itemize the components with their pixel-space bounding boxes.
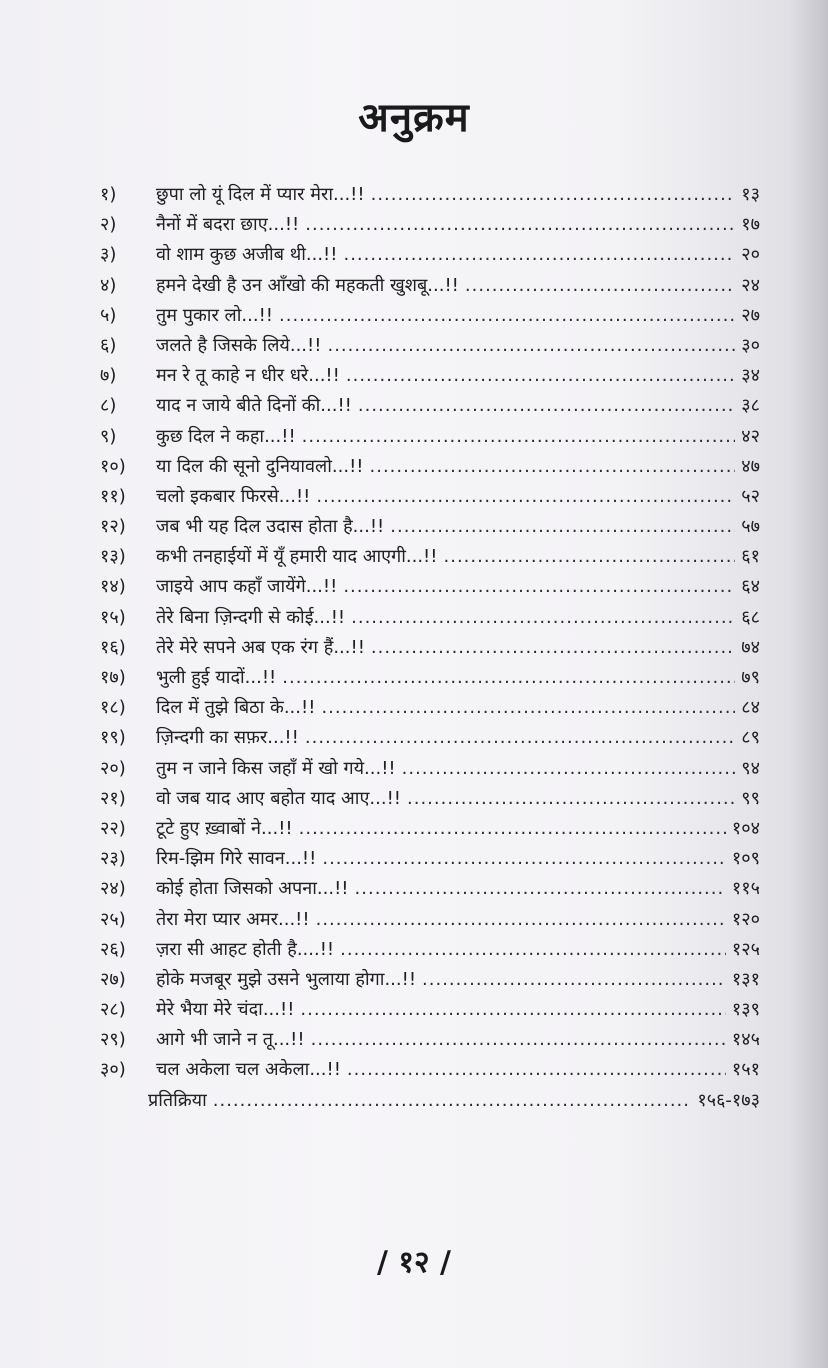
toc-entry-number: २०) <box>100 757 126 779</box>
toc-entry-number: २५) <box>100 908 126 930</box>
toc-entry-title: कुछ दिल ने कहा...!! <box>156 425 296 447</box>
page-edge-shadow <box>788 0 828 1368</box>
toc-entry-number: २) <box>100 214 117 236</box>
dot-leader <box>346 361 735 391</box>
toc-entry <box>100 482 760 512</box>
toc-entry-page: ४२ <box>741 425 760 447</box>
toc-entry <box>100 603 760 633</box>
toc-entry-page: ९४ <box>741 757 760 779</box>
dot-leader <box>351 603 735 633</box>
toc-entry-title: ज़िन्दगी का सफ़र...!! <box>156 727 299 749</box>
toc-entry-number: ४) <box>100 274 117 296</box>
toc-entry <box>100 965 760 995</box>
toc-entry <box>100 271 760 301</box>
toc-entry <box>100 301 760 331</box>
toc-entry-title: वो शाम कुछ अजीब थी...!! <box>156 244 338 266</box>
toc-entry-number: २६) <box>100 938 126 960</box>
toc-entry-page: ५२ <box>741 485 760 507</box>
dot-leader <box>371 180 736 210</box>
toc-entry-number: १५) <box>100 606 126 628</box>
toc-entry-page: २० <box>741 244 760 266</box>
dot-leader <box>322 844 726 874</box>
dot-leader <box>340 935 726 965</box>
toc-entry <box>100 1025 760 1055</box>
toc-entry-number: २१) <box>100 787 126 809</box>
toc-entry <box>100 935 760 965</box>
toc-entry-title: तेरे बिना ज़िन्दगी से कोई...!! <box>156 606 346 628</box>
toc-entry-title: मेरे भैया मेरे चंदा...!! <box>156 999 295 1021</box>
toc-entry-number: ८) <box>100 395 117 417</box>
toc-entry-number: ५) <box>100 304 117 326</box>
toc-entry <box>100 391 760 421</box>
dot-leader <box>370 452 736 482</box>
toc-entry-page: २४ <box>741 274 760 296</box>
toc-entry-page: ७४ <box>741 636 760 658</box>
toc-entry-page: १५१ <box>731 1059 760 1081</box>
toc-entry-title: हमने देखी है उन आँखो की महकती खुशबू...!! <box>156 274 459 296</box>
toc-entry-page: १४५ <box>731 1029 760 1051</box>
dot-leader <box>213 1086 692 1116</box>
toc-entry-number: १९) <box>100 727 126 749</box>
toc-entry <box>100 210 760 240</box>
toc-entry-title: तुम न जाने किस जहाँ में खो गये...!! <box>156 757 396 779</box>
dot-leader <box>444 542 736 572</box>
toc-entry-page: १५६-१७३ <box>697 1089 760 1111</box>
toc-entry <box>100 844 760 874</box>
toc-entry <box>100 361 760 391</box>
toc-entry-title: प्रतिक्रिया <box>148 1089 207 1111</box>
toc-entry-title: तेरा मेरा प्यार अमर...!! <box>156 908 310 930</box>
toc-entry-title: होके मजबूर मुझे उसने भुलाया होगा...!! <box>156 968 417 990</box>
toc-entry-title: जाइये आप कहाँ जायेंगे...!! <box>156 576 338 598</box>
toc-entry <box>100 633 760 663</box>
toc-entry-page: ८९ <box>741 727 760 749</box>
toc-entry-title: जब भी यह दिल उदास होता है...!! <box>156 516 385 538</box>
toc-entry-number: १२) <box>100 516 126 538</box>
dot-leader <box>282 663 735 693</box>
toc-entry-number: १४) <box>100 576 126 598</box>
toc-entry-title: वो जब याद आए बहोत याद आए...!! <box>156 787 402 809</box>
page-title: अनुक्रम <box>358 94 470 141</box>
toc-entry-title: रिम-झिम गिरे सावन...!! <box>156 848 317 870</box>
toc-entry <box>100 874 760 904</box>
toc-entry-page: ७९ <box>741 667 760 688</box>
toc-entry-title: चल अकेला चल अकेला...!! <box>156 1059 341 1081</box>
toc-entry <box>100 542 760 572</box>
dot-leader <box>302 422 736 452</box>
toc-entry-page: ११५ <box>731 878 760 900</box>
toc-entry-number: ७) <box>100 365 117 387</box>
toc-entry-page: १०९ <box>731 848 760 870</box>
toc-entry-page: १३९ <box>731 999 760 1021</box>
toc-entry-number: १०) <box>100 455 126 477</box>
toc-entry <box>100 723 760 753</box>
dot-leader <box>311 1025 726 1055</box>
dot-leader <box>305 210 735 240</box>
toc-entry <box>100 180 760 210</box>
toc-entry <box>100 240 760 270</box>
toc-entry-number: १३) <box>100 546 126 568</box>
toc-entry <box>100 331 760 361</box>
toc-entry-title: चलो इकबार फिरसे...!! <box>156 485 311 507</box>
toc-entry-page: १७ <box>741 214 760 236</box>
toc-entry-title: याद न जाये बीते दिनों की...!! <box>156 395 352 417</box>
toc-entry-page: १३१ <box>731 968 760 990</box>
toc-entry-page: ३० <box>741 334 760 356</box>
toc-entry-title: या दिल की सूनो दुनियावलो...!! <box>156 455 364 477</box>
toc-entry-number: ३) <box>100 244 117 266</box>
toc-entry-number: ९) <box>100 425 117 447</box>
toc-entry-page: १३ <box>741 184 760 205</box>
toc-entry-title: छुपा लो यूं दिल में प्यार मेरा...!! <box>156 184 365 205</box>
dot-leader <box>355 874 726 904</box>
toc-entry-number: २४) <box>100 878 126 900</box>
toc-entry <box>100 422 760 452</box>
toc-entry-title: आगे भी जाने न तू...!! <box>156 1029 305 1051</box>
table-of-contents <box>100 180 760 1116</box>
dot-leader <box>316 482 735 512</box>
toc-entry-page: १०४ <box>731 817 760 839</box>
toc-entry-page: २७ <box>741 304 760 326</box>
toc-entry-title: नैनों में बदरा छाए...!! <box>156 214 300 236</box>
toc-entry <box>100 512 760 542</box>
toc-entry-number: १७) <box>100 667 126 688</box>
toc-entry-title: कोई होता जिसको अपना...!! <box>156 878 349 900</box>
toc-entry-page: १२० <box>731 908 760 930</box>
toc-entry-page: ३४ <box>741 365 760 387</box>
toc-entry-title: ज़रा सी आहट होती है....!! <box>156 938 335 960</box>
toc-entry-number: २३) <box>100 848 126 870</box>
toc-entry-title: भुली हुई यादों...!! <box>156 667 277 688</box>
toc-entry <box>100 905 760 935</box>
toc-entry <box>100 452 760 482</box>
toc-entry-title: टूटे हुए ख़्वाबों ने...!! <box>156 817 293 839</box>
dot-leader <box>422 965 726 995</box>
dot-leader <box>305 723 735 753</box>
toc-entry-page: ३८ <box>741 395 760 417</box>
toc-entry-page: ५७ <box>741 516 760 538</box>
dot-leader <box>343 572 735 602</box>
toc-entry-feedback <box>100 1086 760 1116</box>
toc-entry-title: तेरे मेरे सपने अब एक रंग हैं...!! <box>156 636 365 658</box>
dot-leader <box>402 754 736 784</box>
dot-leader <box>299 814 726 844</box>
dot-leader <box>358 391 735 421</box>
toc-entry <box>100 784 760 814</box>
dot-leader <box>327 331 735 361</box>
toc-entry-page: ४७ <box>741 455 760 477</box>
toc-entry <box>100 572 760 602</box>
dot-leader <box>279 301 735 331</box>
toc-entry <box>100 663 760 693</box>
toc-entry-page: १२५ <box>731 938 760 960</box>
toc-entry-number: १८) <box>100 697 126 719</box>
toc-entry-number: २२) <box>100 817 126 839</box>
toc-entry-title: जलते है जिसके लिये...!! <box>156 334 322 356</box>
dot-leader <box>300 995 725 1025</box>
toc-entry-number: १) <box>100 184 117 205</box>
toc-entry-page: ६१ <box>741 546 760 568</box>
toc-entry-number: १६) <box>100 636 126 658</box>
toc-entry-number: २८) <box>100 999 126 1021</box>
dot-leader <box>321 693 735 723</box>
toc-entry-page: ६८ <box>741 606 760 628</box>
dot-leader <box>347 1055 726 1085</box>
page-number: / १२ / <box>376 1245 451 1280</box>
dot-leader <box>407 784 735 814</box>
toc-entry-page: ६४ <box>741 576 760 598</box>
dot-leader <box>371 633 735 663</box>
toc-entry-number: ३०) <box>100 1059 126 1081</box>
toc-entry-title: मन रे तू काहे न धीर धरे...!! <box>156 365 340 387</box>
dot-leader <box>390 512 735 542</box>
toc-entry <box>100 1055 760 1085</box>
dot-leader <box>316 905 726 935</box>
toc-entry-number: २९) <box>100 1029 126 1051</box>
dot-leader <box>465 271 735 301</box>
toc-entry-page: ९९ <box>741 787 760 809</box>
dot-leader <box>343 240 735 270</box>
toc-entry-page: ८४ <box>741 697 760 719</box>
toc-entry-title: तुम पुकार लो...!! <box>156 304 274 326</box>
toc-entry-number: २७) <box>100 968 126 990</box>
toc-entry-number: ६) <box>100 334 117 356</box>
toc-entry-number: ११) <box>100 485 126 507</box>
toc-entry-title: दिल में तुझे बिठा के...!! <box>156 697 316 719</box>
toc-entry <box>100 995 760 1025</box>
toc-entry <box>100 754 760 784</box>
toc-entry <box>100 814 760 844</box>
toc-entry-title: कभी तनहाईयों में यूँ हमारी याद आएगी...!! <box>156 546 438 568</box>
toc-entry <box>100 693 760 723</box>
